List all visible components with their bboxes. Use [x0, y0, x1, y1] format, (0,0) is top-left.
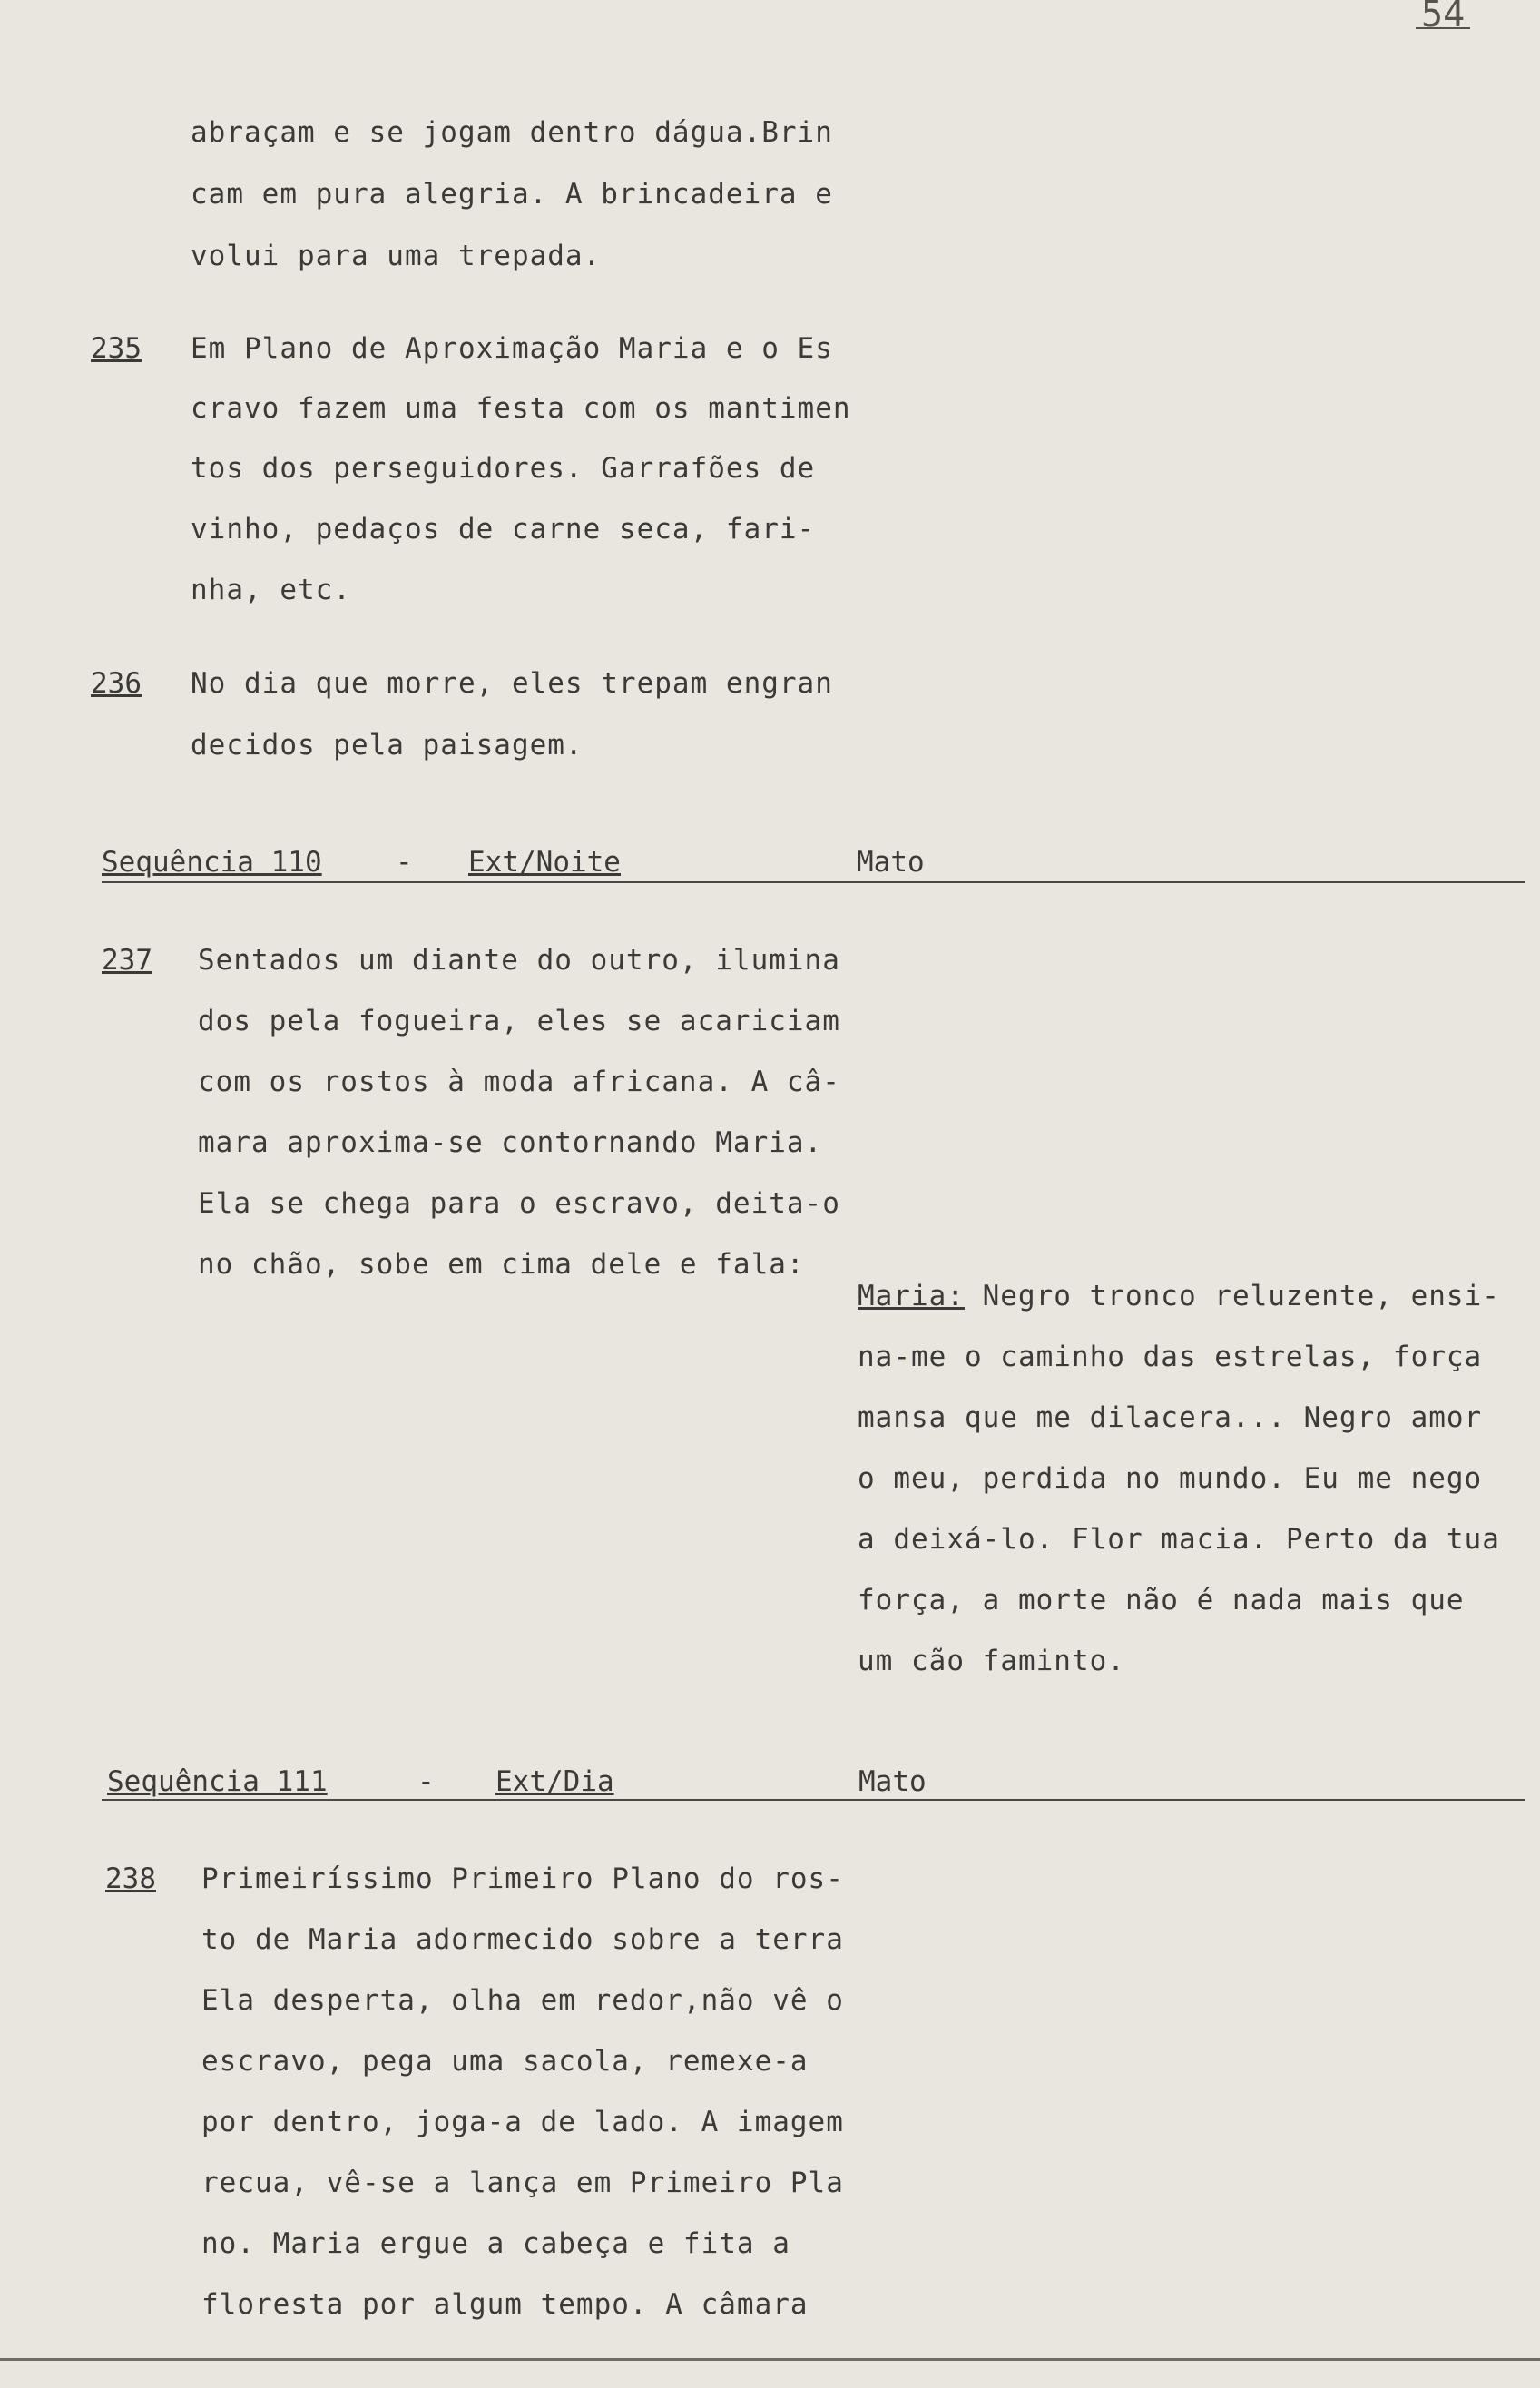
shot-238-line-8: floresta por algum tempo. A câmara — [201, 2288, 809, 2321]
sequence-111-dash: - — [417, 1765, 435, 1798]
shot-number-236: 236 — [91, 667, 142, 700]
shot-number-238: 238 — [105, 1862, 156, 1895]
sequence-110-label: Sequência 110 — [102, 846, 322, 879]
dialogue-line-7: um cão faminto. — [858, 1645, 1125, 1677]
shot-238-line-1: Primeiríssimo Primeiro Plano do ros- — [201, 1862, 844, 1895]
shot-238-line-6: recua, vê-se a lança em Primeiro Pla — [201, 2167, 844, 2199]
dialogue-line-1-text: Negro tronco reluzente, ensi- — [964, 1280, 1500, 1312]
shot-237-line-3: com os rostos à moda africana. A câ- — [198, 1066, 840, 1098]
sequence-110-location: Mato — [857, 846, 925, 879]
sequence-111-location: Mato — [858, 1765, 927, 1798]
intro-line-3: volui para uma trepada. — [191, 240, 602, 272]
shot-number-237: 237 — [102, 944, 152, 977]
shot-238-line-5: por dentro, joga-a de lado. A imagem — [201, 2106, 844, 2138]
dialogue-line-5: a deixá-lo. Flor macia. Perto da tua — [858, 1523, 1500, 1556]
shot-number-235: 235 — [91, 332, 142, 365]
sequence-111-rule — [102, 1799, 1525, 1801]
intro-line-2: cam em pura alegria. A brincadeira e — [191, 178, 833, 211]
shot-237-line-1: Sentados um diante do outro, ilumina — [198, 944, 840, 977]
shot-235-line-2: cravo fazem uma festa com os mantimen — [191, 392, 851, 425]
sequence-110-rule — [102, 881, 1525, 883]
shot-235-line-1: Em Plano de Aproximação Maria e o Es — [191, 332, 833, 365]
shot-236-line-2: decidos pela paisagem. — [191, 729, 584, 762]
shot-235-line-4: vinho, pedaços de carne seca, fari- — [191, 513, 816, 545]
shot-235-line-3: tos dos perseguidores. Garrafões de — [191, 452, 816, 485]
page-bottom-edge — [0, 2358, 1540, 2361]
dialogue-line-6: força, a morte não é nada mais que — [858, 1584, 1465, 1617]
shot-237-line-6: no chão, sobe em cima dele e fala: — [198, 1248, 805, 1281]
sequence-110-setting: Ext/Noite — [468, 846, 621, 879]
dialogue-line-3: mansa que me dilacera... Negro amor — [858, 1401, 1483, 1434]
page-number: 54 — [1416, 2, 1470, 29]
sequence-110-dash: - — [396, 846, 413, 879]
shot-236-line-1: No dia que morre, eles trepam engran — [191, 667, 833, 700]
speaker-maria: Maria: — [858, 1280, 965, 1312]
shot-237-line-2: dos pela fogueira, eles se acariciam — [198, 1005, 840, 1037]
dialogue-line-2: na-me o caminho das estrelas, força — [858, 1341, 1483, 1373]
sequence-111-label: Sequência 111 — [107, 1765, 328, 1798]
shot-238-line-7: no. Maria ergue a cabeça e fita a — [201, 2227, 790, 2260]
shot-238-line-4: escravo, pega uma sacola, remexe-a — [201, 2045, 809, 2078]
dialogue-line-4: o meu, perdida no mundo. Eu me nego — [858, 1462, 1483, 1495]
dialogue-line-1 — [858, 1280, 1500, 1312]
shot-237-line-4: mara aproxima-se contornando Maria. — [198, 1126, 823, 1159]
shot-238-line-2: to de Maria adormecido sobre a terra — [201, 1923, 844, 1956]
sequence-111-setting: Ext/Dia — [495, 1765, 614, 1798]
intro-line-1: abraçam e se jogam dentro dágua.Brin — [191, 116, 833, 149]
shot-235-line-5: nha, etc. — [191, 574, 351, 606]
shot-237-line-5: Ela se chega para o escravo, deita-o — [198, 1187, 840, 1220]
shot-238-line-3: Ela desperta, olha em redor,não vê o — [201, 1984, 844, 2017]
